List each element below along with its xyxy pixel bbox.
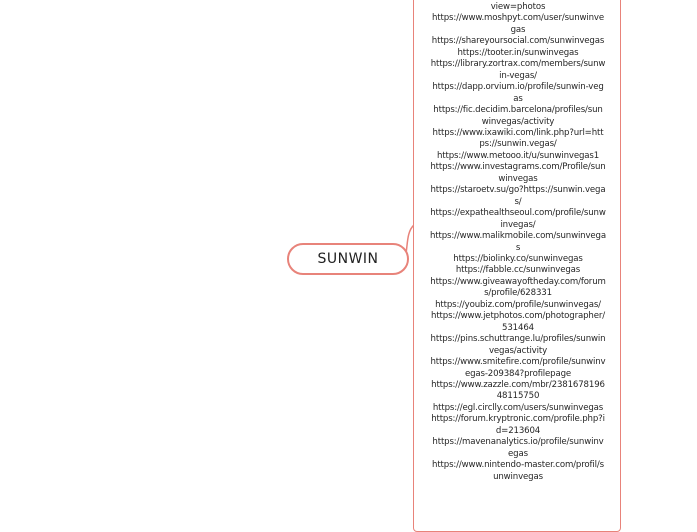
- link-item[interactable]: https://www.investagrams.com/Profile/sunwinvegas: [430, 162, 606, 184]
- link-item[interactable]: https://library.zortrax.com/members/sunwin-vegas/: [430, 59, 606, 81]
- root-node-label: SUNWIN: [317, 251, 379, 267]
- link-item[interactable]: https://www.malikmobile.com/sunwinvegas: [430, 231, 606, 253]
- link-item[interactable]: https://fic.decidim.barcelona/profiles/sunwinvegas/activity: [433, 105, 603, 127]
- link-item[interactable]: https://pins.schuttrange.lu/profiles/sunwinvegas/activity: [430, 334, 606, 356]
- link-item[interactable]: https://staroetv.su/go?https://sunwin.vegas/: [430, 185, 606, 207]
- link-item[interactable]: https://dapp.orvium.io/profile/sunwin-vegas: [432, 82, 604, 104]
- link-item[interactable]: https://shareyoursocial.com/sunwinvegas: [431, 36, 605, 47]
- root-node[interactable]: [287, 243, 409, 275]
- link-item[interactable]: https://www.moshpyt.com/user/sunwinvegas: [432, 13, 604, 35]
- link-item[interactable]: https://www.giveawayoftheday.com/forums/profile/628331: [430, 276, 606, 299]
- link-item[interactable]: https://www.ixawiki.com/link.php?url=https://sunwin.vegas/: [432, 127, 604, 150]
- link-item[interactable]: https://fabble.cc/sunwinvegas: [455, 265, 581, 276]
- link-list: [430, 2, 606, 483]
- link-item[interactable]: https://expathealthseoul.com/profile/sunwinvegas/: [430, 208, 606, 230]
- link-item[interactable]: https://www.zazzle.com/mbr/238167819648115750: [431, 379, 605, 402]
- link-item[interactable]: https://forum.kryptronic.com/profile.php?id=213604: [431, 414, 605, 436]
- link-item[interactable]: https://mavenanalytics.io/profile/sunwinvegas: [432, 437, 604, 459]
- link-item[interactable]: https://www.jetphotos.com/photographer/531464: [431, 311, 605, 333]
- link-item[interactable]: https://biolinky.co/sunwinvegas: [453, 253, 583, 264]
- link-item[interactable]: view=photos: [490, 2, 546, 12]
- link-item[interactable]: https://www.metooo.it/u/sunwinvegas1: [436, 150, 600, 161]
- child-node-links[interactable]: [413, 0, 621, 532]
- link-item[interactable]: https://tooter.in/sunwinvegas: [457, 47, 579, 58]
- link-item[interactable]: https://www.nintendo-master.com/profil/sunwinvegas: [432, 460, 604, 482]
- link-item[interactable]: https://youbiz.com/profile/sunwinvegas/: [435, 299, 601, 310]
- link-item[interactable]: https://egl.circlly.com/users/sunwinvegas: [432, 402, 604, 413]
- link-item[interactable]: https://www.smitefire.com/profile/sunwinvegas-209384?profilepage: [430, 357, 606, 379]
